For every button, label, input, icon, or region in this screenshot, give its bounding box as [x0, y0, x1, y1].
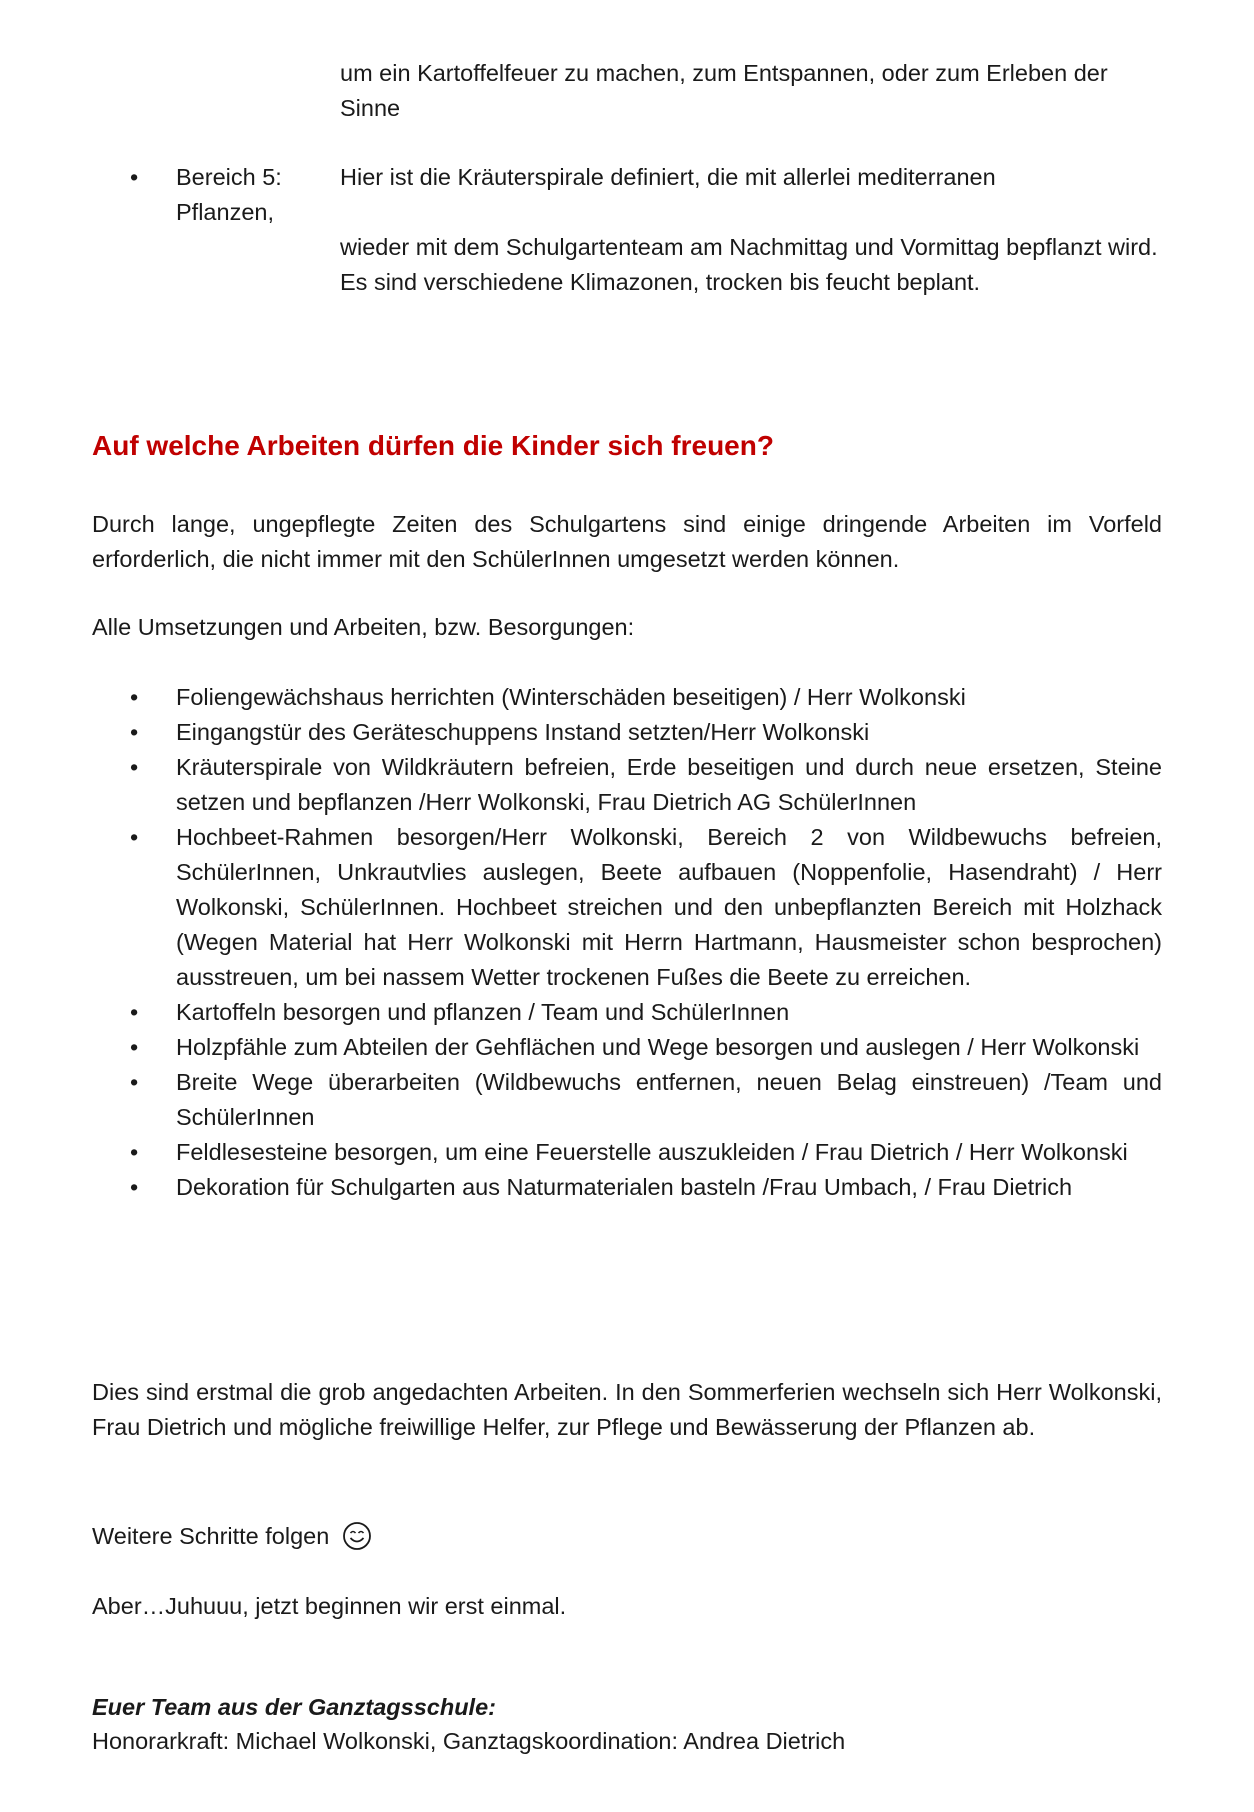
intro-paragraph: Durch lange, ungepflegte Zeiten des Schulgartens sind einige dringende Arbeiten im Vorfeld erforderlich, die nicht immer mit den SchülerInnen umgesetzt werden können.	[92, 511, 1162, 572]
task-item	[92, 1065, 1162, 1135]
next-steps-line	[92, 1519, 1162, 1554]
continued-text: um ein Kartoffelfeuer zu machen, zum Entspannen, oder zum Erleben der Sinne	[340, 60, 1108, 121]
closing-paragraph: Dies sind erstmal die grob angedachten Arbeiten. In den Sommerferien wechseln sich Herr Wolkonski, Frau Dietrich und mögliche freiwillige Helfer, zur Pflege und Bewässerung der Pflanzen ab.	[92, 1379, 1162, 1440]
bullet: •	[130, 1139, 139, 1165]
bullet: •	[130, 719, 139, 745]
task-text: Breite Wege überarbeiten (Wildbewuchs entfernen, neuen Belag einstreuen) /Team und SchülerInnen	[176, 1069, 1162, 1130]
signature: Euer Team aus der Ganztagsschule:	[92, 1694, 496, 1720]
bereich-5-desc-line1: Hier ist die Kräuterspirale definiert, die mit allerlei mediterranen	[340, 164, 996, 190]
credits: Honorarkraft: Michael Wolkonski, Ganztagskoordination: Andrea Dietrich	[92, 1728, 846, 1754]
task-text: Feldlesesteine besorgen, um eine Feuerstelle auszukleiden / Frau Dietrich / Herr Wolkonski	[176, 1139, 1128, 1165]
cheer-line: Aber…Juhuuu, jetzt beginnen wir erst einmal.	[92, 1593, 567, 1619]
task-item	[92, 715, 1162, 750]
task-list	[92, 680, 1162, 1205]
list-intro: Alle Umsetzungen und Arbeiten, bzw. Besorgungen:	[92, 614, 635, 640]
bullet: •	[130, 1174, 139, 1200]
task-text: Dekoration für Schulgarten aus Naturmaterialen basteln /Frau Umbach, / Frau Dietrich	[176, 1174, 1073, 1200]
task-text: Kräuterspirale von Wildkräutern befreien, Erde beseitigen und durch neue ersetzen, Steine setzen und bepflanzen /Herr Wolkonski, Frau Dietrich AG SchülerInnen	[176, 754, 1162, 815]
next-steps-text: Weitere Schritte folgen	[92, 1523, 330, 1549]
task-text: Eingangstür des Geräteschuppens Instand setzten/Herr Wolkonski	[176, 719, 870, 745]
bullet: •	[130, 999, 139, 1025]
bullet: •	[130, 824, 139, 850]
task-item	[92, 750, 1162, 820]
task-item	[92, 680, 1162, 715]
section-heading: Auf welche Arbeiten dürfen die Kinder sich freuen?	[92, 430, 774, 461]
bereich-5-desc-rest: wieder mit dem Schulgartenteam am Nachmittag und Vormittag bepflanzt wird. Es sind verschiedene Klimazonen, trocken bis feucht beplant.	[340, 234, 1158, 295]
bullet: •	[130, 1069, 139, 1095]
task-item	[92, 1030, 1162, 1065]
bullet: •	[130, 1034, 139, 1060]
task-item	[92, 995, 1162, 1030]
bereich-5-label: Bereich 5: Pflanzen,	[176, 164, 282, 225]
bullet: •	[130, 164, 139, 190]
task-item	[92, 820, 1162, 995]
task-text: Foliengewächshaus herrichten (Winterschäden beseitigen) / Herr Wolkonski	[176, 684, 966, 710]
smiley-icon	[342, 1521, 372, 1551]
task-text: Holzpfähle zum Abteilen der Gehflächen und Wege besorgen und auslegen / Herr Wolkonski	[176, 1034, 1140, 1060]
bullet: •	[130, 684, 139, 710]
task-text: Kartoffeln besorgen und pflanzen / Team und SchülerInnen	[176, 999, 790, 1025]
task-item	[92, 1170, 1162, 1205]
bullet: •	[130, 754, 139, 780]
task-text: Hochbeet-Rahmen besorgen/Herr Wolkonski, Bereich 2 von Wildbewuchs befreien, SchülerInnen, Unkrautvlies auslegen, Beete aufbauen (Noppenfolie, Hasendraht) / Herr Wolkonski, SchülerInnen. Hochbeet streichen und den unbepflanzten Bereich mit Holzhack (Wegen Material hat Herr Wolkonski mit Herrn Hartmann, Hausmeister schon besprochen) ausstreuen, um bei nassem Wetter trockenen Fußes die Beete zu erreichen.	[176, 824, 1162, 990]
task-item	[92, 1135, 1162, 1170]
